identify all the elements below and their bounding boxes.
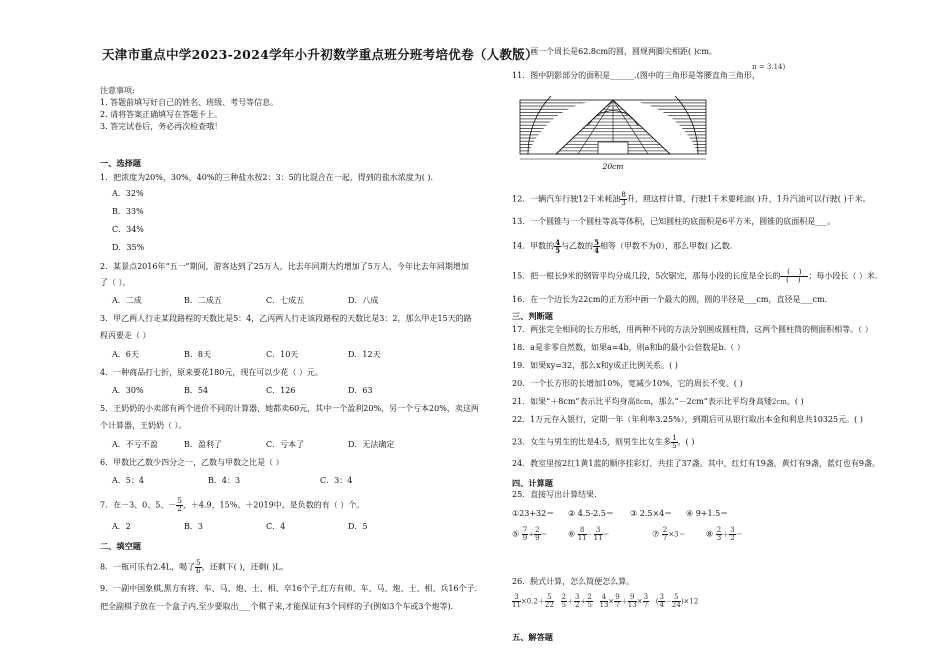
q15-text-a: 15．把一根长9米的钢管平均分成几段，5次锯完，那每小段的长度是全长的 <box>512 271 781 281</box>
notice-heading: 注意事项: <box>100 86 135 95</box>
q5-option-a[interactable]: A．不亏不盈 <box>112 440 158 449</box>
calc-item-label: ⑦ <box>652 529 660 539</box>
fraction-denominator: 6 <box>196 567 201 575</box>
q15-text-b: ；每小段长（ ）米. <box>808 271 878 281</box>
question-4-stem: 4．一种商品打七折，原来要花180元，现在可以少花（ ）元。 <box>100 368 323 377</box>
question-6-stem: 6．甲数比乙数少四分之一，乙数与甲数之比是（ ） <box>100 458 284 467</box>
calc-item-6: ⑥ $\frac{8}{11}$ － $\frac{3}{11}$ ＝ <box>568 526 610 542</box>
q8-text-b: ，还剩下( )，还剩( )L。 <box>201 562 289 572</box>
q21-text-b: ，那么“－2cm”表示比平均身高矮 <box>650 397 772 406</box>
fraction: $\frac{3}{11}$ <box>593 526 603 542</box>
fraction-denominator: 3 <box>621 199 626 207</box>
question-16: 16．在一个边长为22cm的正方形中画一个最大的圆，圆的半径是___cm，直径是___cm. <box>512 295 828 304</box>
section-heading: 一、选择题 <box>100 158 141 168</box>
fraction: $\frac{5}{22}$ <box>544 593 554 609</box>
calc-item-1: ①23+32＝ <box>512 509 555 518</box>
fraction: $\frac{9}{13}$ <box>627 593 637 609</box>
calc-item-8: ⑧ $\frac{2}{3}$ ＋ $\frac{3}{2}$ ＝ <box>706 526 743 542</box>
fraction-numerator: 4 <box>555 238 561 247</box>
section-heading: 五、解答题 <box>512 632 553 642</box>
fraction-denominator: 5 <box>672 442 677 450</box>
q21-value-a: 8cm <box>635 398 651 406</box>
q23-text-a: 23．女生与男生的比是4:5，则男生比女生多 <box>512 437 672 447</box>
q2-option-b[interactable]: B．二成五 <box>184 296 222 305</box>
question-22: 22．1万元存入银行，定期一年（年利率3.25%），到期后可从银行取出本金和利息共10325元。( ) <box>512 415 863 424</box>
q2-option-a[interactable]: A．二成 <box>112 296 142 305</box>
q2-option-d[interactable]: D．八成 <box>348 296 379 305</box>
question-19: 19．如果xy=32，那么x和y成正比例关系。( ) <box>512 361 678 370</box>
q3-option-c[interactable]: C．10天 <box>266 350 299 359</box>
q8-text-a: 8．一瓶可乐有2.4L，喝了 <box>100 562 196 572</box>
q12-text-b: 升，照这样计算，行驶1千米要耗油( )升，1升汽油可以行驶( )千米。 <box>626 194 871 204</box>
fraction: $\frac{9}{7}$ <box>615 593 620 609</box>
q21-text-c: 。( ) <box>786 397 804 406</box>
q7-option-c[interactable]: C．4 <box>266 522 286 531</box>
question-3-stem-cont: 程丙要走（ ） <box>100 331 151 340</box>
q14-text-b: 与乙数的 <box>561 241 594 251</box>
fraction: $\frac{4}{13}$ <box>599 593 609 609</box>
q14-text-c: 相等（甲数不为0），那么甲数( )乙数. <box>599 241 733 251</box>
fraction: $\frac{2}{9}$ <box>535 526 540 542</box>
notice-item: 3. 答完试卷后，务必再次检查哦！ <box>100 122 223 131</box>
notice-item: 1. 答题前填写好自己的姓名、班级、考号等信息。 <box>100 98 279 107</box>
fraction-denominator: 2 <box>177 505 182 513</box>
q7-option-d[interactable]: D．5 <box>348 522 368 531</box>
q5-option-c[interactable]: C．亏本了 <box>266 440 305 449</box>
q21-text-a: 21．如果“＋8cm”表示比平均身高 <box>512 397 636 406</box>
question-14-stem <box>512 239 732 254</box>
question-5-stem: 5．王奶奶的小卖部有两个进价不同的计算器，她都卖60元，其中一个盈利20%，另一个亏本20%，卖这两 <box>100 404 479 413</box>
q2-option-c[interactable]: C．七成五 <box>266 296 305 305</box>
q4-option-c[interactable]: C．126 <box>266 386 296 395</box>
q7-text-b: 、＋4.9、15%、＋2019中，是负数的有（ ）个。 <box>182 500 365 510</box>
question-9-line1: 9．一副中国象棋,黑方有将、车、马、炮、士、相、卒16个子,红方有帅、车、马、炮、士、相、兵16个子. <box>100 584 478 593</box>
q1-option-d[interactable]: D．35% <box>112 243 145 252</box>
q7-option-b[interactable]: B．3 <box>184 522 203 531</box>
answer-fraction-blank[interactable]: $\frac{( )}{( )}$ <box>780 269 808 284</box>
pi-note: π = 3.14) <box>752 63 786 71</box>
question-25-stem: 25．直接写出计算结果. <box>512 490 597 499</box>
fraction: $\frac{5}{24}$ <box>671 593 681 609</box>
fraction-denominator: 5 <box>555 246 561 255</box>
fraction: $\frac{3}{2}$ <box>730 526 735 542</box>
question-12-stem <box>512 192 871 207</box>
fraction-numerator: 5 <box>594 238 599 247</box>
notice-item: 2. 请将答案正确填写在答题卡上。 <box>100 110 223 119</box>
question-21-stem <box>512 397 804 407</box>
question-5-stem-cont: 个计算器，王奶奶（ ）。 <box>100 421 187 430</box>
fraction-numerator: 5 <box>196 559 201 567</box>
q6-option-a[interactable]: A．5：4 <box>112 476 144 485</box>
fraction: $\frac{3}{11}$ <box>512 593 521 609</box>
q12-text-a: 12．一辆汽车行驶12千米耗油 <box>512 194 621 204</box>
fraction <box>593 239 600 254</box>
question-15-stem <box>512 269 877 284</box>
fraction-numerator: 5 <box>177 497 182 505</box>
question-7-stem <box>100 498 364 513</box>
fraction-denominator: 4 <box>594 246 599 255</box>
question-11-stem: 11．图中阴影部分的面积是______.(图中的三角形是等腰直角三角形， <box>512 71 760 80</box>
question-9-line2: 把全副棋子放在一个盒子内,至少要取出___个棋子来,才能保证有3个同样的子(例如3个车或3个炮等). <box>100 602 454 611</box>
q3-option-d[interactable]: D．12天 <box>348 350 381 359</box>
calc-item-2: ② 4.5-2.5＝ <box>568 509 614 518</box>
q1-option-a[interactable]: A．32% <box>112 189 144 198</box>
page-title: 天津市重点中学2023-2024学年小升初数学重点班分班考培优卷（人教版） <box>102 47 538 62</box>
q7-text-a: 7．在－3、0、5、－ <box>100 500 177 510</box>
question-10: 10．画一个周长是62.8cm的圆，圆规两脚尖相距( )cm。 <box>512 47 717 56</box>
fraction: $\frac{2}{3}$ <box>716 526 722 542</box>
q5-option-d[interactable]: D．无法确定 <box>348 440 395 449</box>
fraction: $\frac{3}{2}$ <box>575 593 580 609</box>
q4-option-d[interactable]: D．63 <box>348 386 373 395</box>
fraction: $\frac{2}{5}$ <box>561 593 566 609</box>
question-1-stem: 1．把浓度为20%，30%，40%的三种盐水按2：3：5的比混合在一起，得到的盐水浓度为( ). <box>100 173 434 182</box>
fraction: $\frac{8}{11}$ <box>577 526 587 542</box>
section-heading: 三、判断题 <box>512 311 553 321</box>
question-2-stem: 2．某景点2016年“五一”期间，游客达到了25万人，比去年同期大约增加了5万人，今年比去年同期增加 <box>100 262 469 271</box>
q3-option-a[interactable]: A．6天 <box>112 350 139 359</box>
question-24: 24．教室里按2红1黄1蓝的顺序挂彩灯，共挂了37盏。其中，红灯有19盏，黄灯有9盏，蓝灯也有9盏。 <box>512 459 880 468</box>
fraction: $\frac{2}{5}$ <box>587 593 592 609</box>
fraction: $\frac{7}{9}$ <box>522 526 528 542</box>
question-2-stem-cont: 了（ ）。 <box>100 278 131 287</box>
q3-option-b[interactable]: B．8天 <box>184 350 211 359</box>
fraction-numerator: 1 <box>672 434 677 442</box>
q6-option-b[interactable]: B．4：3 <box>208 476 241 485</box>
figure-dimension-label: 20cm <box>602 162 624 171</box>
question-3-stem: 3．甲乙两人行走某段路程的天数比是5：4，乙丙两人行走该段路程的天数比是3：2，那么甲走15天的路 <box>100 314 472 323</box>
fraction: $\frac{3}{4}$ <box>659 593 664 609</box>
calc-item-4: ④ 9+1.5＝ <box>686 509 729 518</box>
q6-option-c[interactable]: C．3：4 <box>320 476 353 485</box>
question-26-stem: 26．脱式计算，怎么简便怎么算。 <box>512 577 635 586</box>
q4-option-a[interactable]: A．30% <box>112 386 144 395</box>
q14-text-a: 14．甲数的 <box>512 241 555 251</box>
calc-item-label: ⑤ <box>512 529 520 539</box>
calc-item-7: ⑦ $\frac{2}{7}$ ×3＝ <box>652 526 686 542</box>
question-13: 13．一个圆锥与一个圆柱等高等体积，已知圆柱的底面积是6平方米，圆锥的底面积是___。 <box>512 217 836 226</box>
section-heading: 二、填空题 <box>100 541 141 551</box>
question-20: 20．一个长方形的长增加10%，宽减少10%，它的周长不变。( ) <box>512 379 743 388</box>
q4-option-b[interactable]: B．54 <box>184 386 209 395</box>
q7-option-a[interactable]: A．2 <box>112 522 131 531</box>
question-8-stem <box>100 560 288 575</box>
semicircle-triangle-figure <box>518 96 708 176</box>
question-18: 18．a是非零自然数，如果a=4b，则a和b的最小公倍数是b.（ ） <box>512 343 745 352</box>
question-23-stem <box>512 435 694 450</box>
fraction-numerator: 8 <box>621 191 626 199</box>
q1-option-b[interactable]: B．33% <box>112 207 144 216</box>
q23-text-b: 。( ) <box>677 437 695 447</box>
question-26-expression: $\frac{3}{11}$ ×0.2＋ $\frac{5}{22}$ $\frac{2}{5}$ ＋ $\frac{3}{2}$ ÷ $\frac{2}{5}$ $\frac{4}{13}$ × $\frac{9}{7}$ ＋ $\frac{9}{13}$ × $\frac{3}{7}$ ( $\frac{3}{4}$ － $\frac{5}{24}$ )×12 <box>512 593 699 609</box>
section-heading: 四、计算题 <box>512 478 553 488</box>
calc-item-3: ③ 2.5×4＝ <box>630 509 673 518</box>
q21-value-b: 2cm <box>771 398 787 406</box>
fraction: $\frac{3}{7}$ <box>643 593 649 609</box>
calc-item-5: ⑤ $\frac{7}{9}$ ÷ $\frac{2}{9}$ ＝ <box>512 526 548 542</box>
q1-option-c[interactable]: C．34% <box>112 225 144 234</box>
calc-item-label: ⑥ <box>568 529 576 539</box>
q5-option-b[interactable]: B．盈利了 <box>184 440 222 449</box>
calc-item-label: ⑧ <box>706 529 714 539</box>
question-17: 17．两张完全相同的长方形纸，用两种不同的方法分别围成圆柱筒，这两个圆柱筒的侧面积相等。（ ） <box>512 325 873 334</box>
fraction: $\frac{2}{7}$ <box>662 526 668 542</box>
